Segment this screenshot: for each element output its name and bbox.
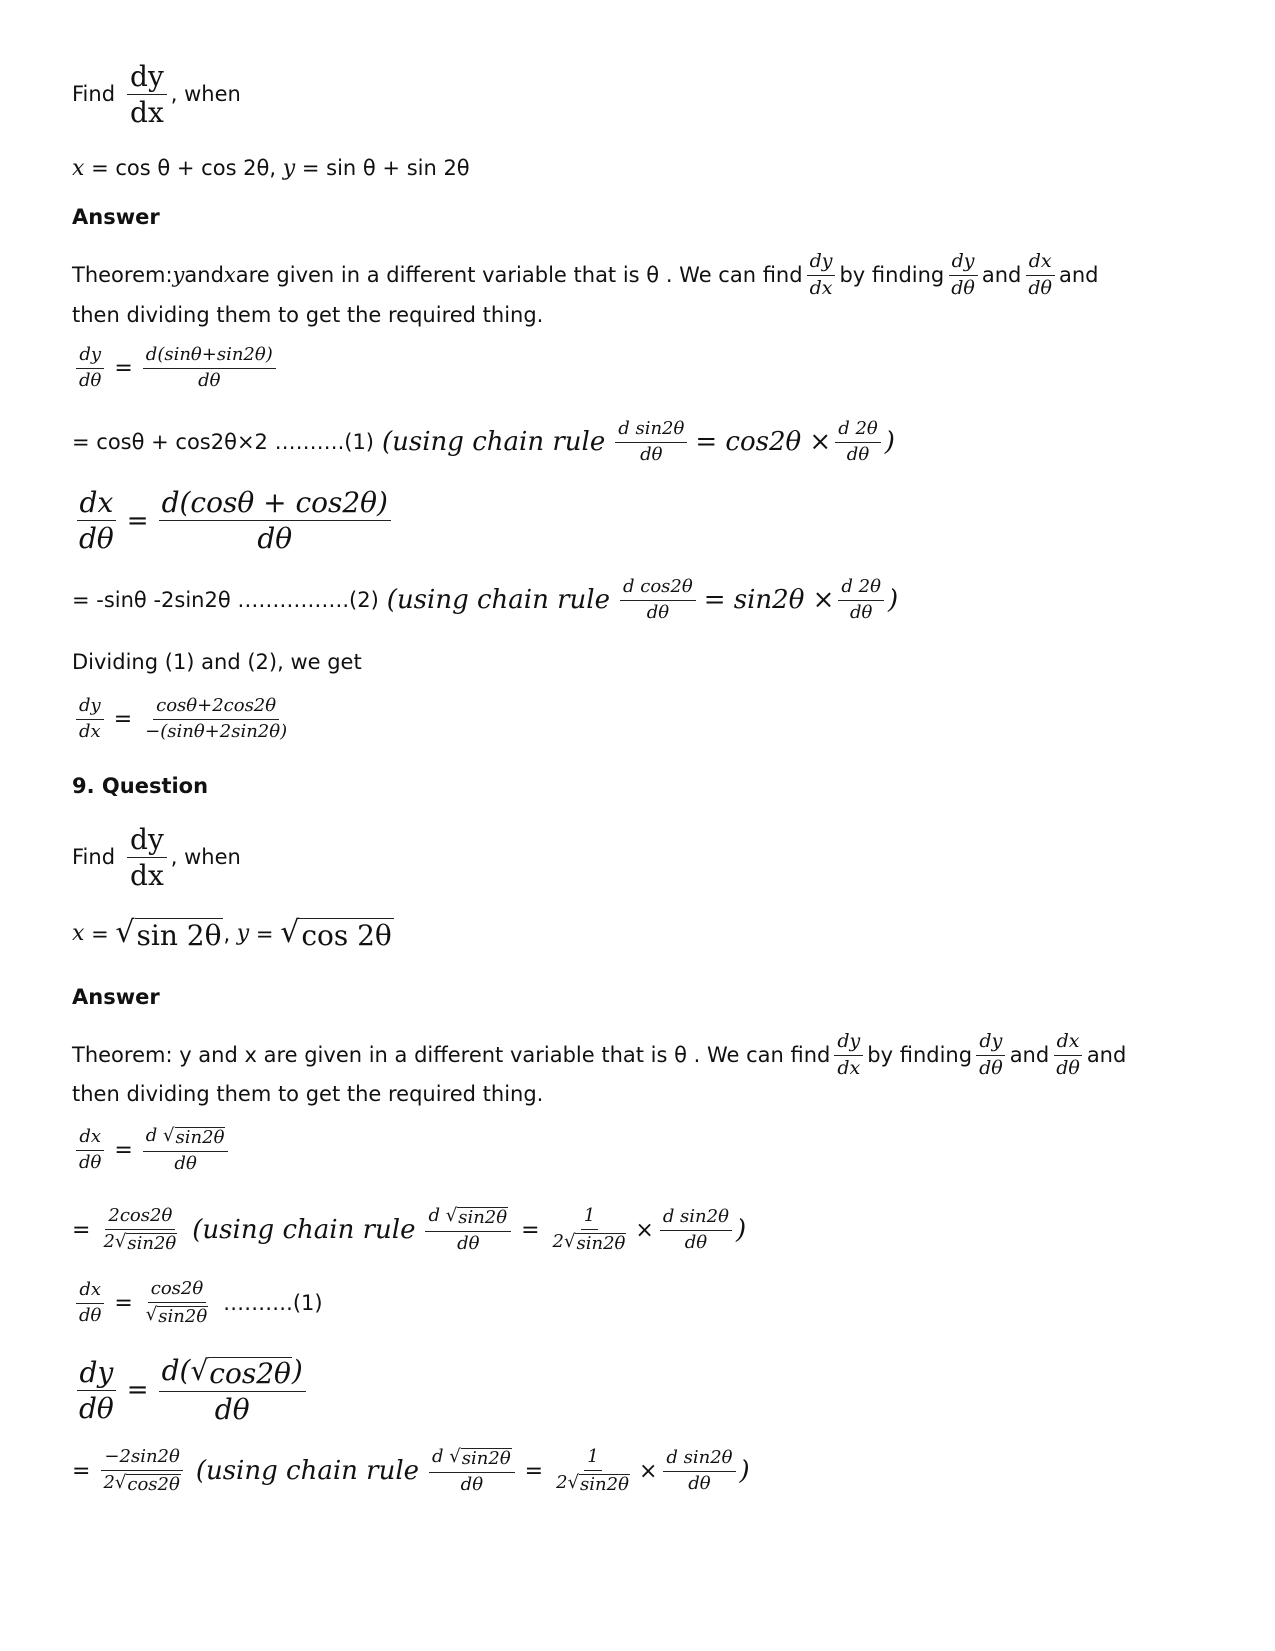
q8-result: $\frac{dy}{dx}$ = $\frac{\cos\theta+2\cos 2\theta}{-(\sin\theta+2\sin 2\theta)}$ [72, 697, 294, 742]
q8-find-line [72, 62, 241, 128]
q9-dx-dtheta-eq: $\frac{dx}{d\theta}$ = d √ sin2θ dθ [72, 1127, 232, 1174]
q9-theorem-line2: then dividing them to get the required thing. [72, 1082, 544, 1106]
find-suffix: , when [170, 82, 241, 107]
q9-given-line: x = √ sin 2θ , y = √ cos 2θ [72, 915, 392, 952]
dy-dx-inline: $\frac{dy}{dx}$ [807, 252, 836, 299]
q8-step1: = cosθ + cos2θ×2 ……….(1) (using chain rule $\frac{\text{d sin2θ}}{d\theta}$ = cos2θ × $\frac{d 2\theta}{d\theta}$ ) [72, 418, 895, 465]
q9-theorem-line1: Theorem: y and x are given in a different variable that is θ . We can find $\frac{dy}{dx}$ by finding $\frac{dy}{d\theta}$ and $\frac{dx}{d\theta}$ and [72, 1030, 1127, 1079]
q9-result1: $\frac{dx}{d\theta}$ = cos2θ √ sin2θ ……….(1) [72, 1280, 323, 1327]
dx-dtheta-inline: $\frac{dx}{d\theta}$ [1025, 252, 1055, 299]
q8-dividing: Dividing (1) and (2), we get [72, 650, 362, 674]
sqrt-sin2theta: √ sin 2θ [115, 915, 222, 952]
q8-dy-dtheta-eq: $\frac{dy}{d\theta}$ = $\frac{d(\sin\theta+\sin 2\theta)}{d\theta}$ [72, 346, 280, 391]
q9-answer-label: Answer [72, 985, 160, 1009]
q8-dx-dtheta-eq: $\frac{dx}{d\theta}$ = $\frac{d(\cos\theta + \cos 2\theta)}{d\theta}$ [72, 488, 395, 554]
q8-step2: = -sinθ -2sin2θ …………….(2) (using chain rule $\frac{\text{d cos2θ}}{d\theta}$ = sin2θ × $\frac{d 2\theta}{d\theta}$ ) [72, 576, 899, 623]
q9-dy-dtheta-eq: $\frac{dy}{d\theta}$ = d( √ cos2θ ) dθ [72, 1356, 310, 1425]
q9-heading: 9. Question [72, 774, 209, 798]
find-label: Find [72, 82, 116, 107]
q9-find-line: Find $\frac{dy}{dx}$ , when [72, 823, 241, 893]
dy-dx-fraction: $\frac{dy}{dx}$ [127, 62, 167, 128]
q8-theorem-line1: Theorem: y and x are given in a different variable that is θ . We can find $\frac{dy}{dx}$ by finding $\frac{dy}{d\theta}$ and $\frac{dx}{d\theta}$ and [72, 250, 1099, 299]
q9-step2: = −2sin2θ 2 √ cos2θ (using chain rule d √ sin2θ dθ = 1 2 √ sin2θ × $\frac{\text{d sin2θ}}{d\theta}$ ) [72, 1446, 750, 1495]
q8-theorem-line2: then dividing them to get the required thing. [72, 303, 544, 327]
q8-answer-label: Answer [72, 205, 160, 229]
dy-dx-fraction: $\frac{dy}{dx}$ [127, 825, 167, 891]
dy-dtheta-inline: $\frac{dy}{d\theta}$ [948, 252, 978, 299]
q8-given-line: x = cos θ + cos 2θ, y = sin θ + sin 2θ [72, 156, 470, 181]
q9-step1: = 2cos2θ 2 √ sin2θ (using chain rule d √ sin2θ dθ = 1 2 √ sin2θ × $\frac{\text{d sin2θ}}{d\theta}$ ) [72, 1205, 747, 1254]
sqrt-cos2theta: √ cos 2θ [280, 915, 392, 952]
